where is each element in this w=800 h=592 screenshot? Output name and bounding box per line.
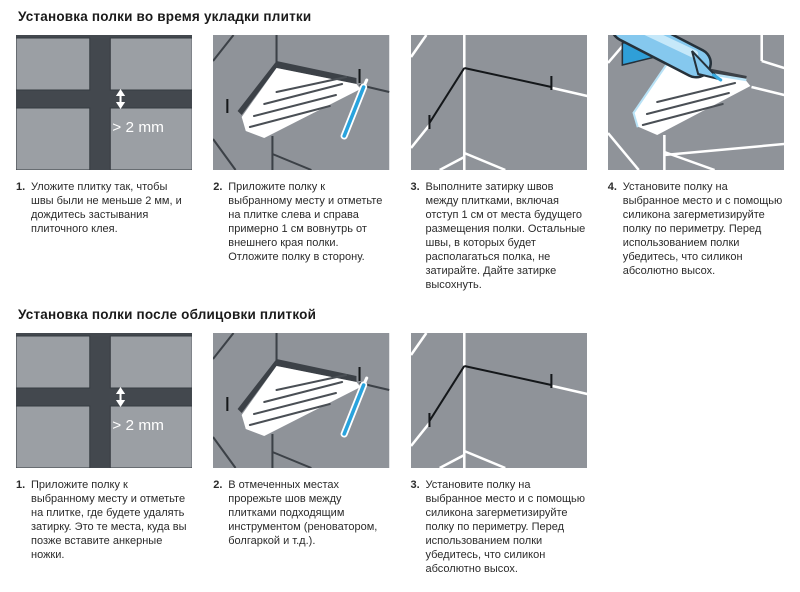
section-during-tiling [16, 9, 784, 292]
step-number: 4. [607, 181, 617, 193]
step-caption [608, 180, 784, 278]
step [16, 333, 192, 576]
step [608, 35, 784, 292]
silicone-sealing-illustration [608, 35, 784, 170]
silicone-sealing-figure [608, 35, 784, 170]
step-number: 1. [16, 479, 26, 491]
tile-joint-gap-figure [16, 35, 192, 170]
grout-seams-illustration [411, 35, 587, 170]
step-text: Установите полку на выбранное место и с помощью силикона загерметизируйте полку по периметру. Перед использованием полки убедитесь, что силикон абсолютно высох. [425, 479, 586, 575]
grout-seams-figure [411, 333, 587, 468]
step-text: Приложите полку к выбранному месту и отметьте на плитке слева и справа примерно 1 см вовнутрь от внешнего края полки. Отложите полку в сторону. [228, 181, 383, 263]
step [16, 35, 192, 292]
step-caption [16, 478, 192, 562]
step-caption [213, 478, 389, 548]
steps-row [16, 333, 784, 576]
step-number: 2. [213, 479, 223, 491]
step-text: Уложите плитку так, чтобы швы были не меньше 2 мм, и дождитесь застывания плиточного клея. [31, 181, 182, 235]
step-number: 3. [410, 181, 420, 193]
step-number: 3. [410, 479, 420, 491]
step [213, 333, 389, 576]
grout-seams-illustration [411, 333, 587, 468]
gap-dimension-label: > 2 mm [112, 417, 164, 434]
step-caption [213, 180, 389, 264]
step-text: Установите полку на выбранное место и с помощью силикона загерметизируйте полку по периметру. Перед использованием полки убедитесь, что силикон абсолютно высох. [622, 181, 783, 277]
shelf-marking-figure [213, 35, 389, 170]
step-text: Выполните затирку швов между плитками, включая отступ 1 см от места будущего размещения полки. Остальные швы, в которых будет располагаться полка, не затирайте. Дайте затирке высохнуть. [425, 181, 586, 291]
step-caption [411, 180, 587, 292]
tile-joint-gap-figure [16, 333, 192, 468]
section-title: Установка полки после облицовки плиткой [18, 307, 317, 322]
section-title: Установка полки во время укладки плитки [18, 9, 312, 24]
shelf-marking-illustration [213, 35, 389, 170]
gap-dimension-label: > 2 mm [112, 119, 164, 136]
step [213, 35, 389, 292]
step-caption [411, 478, 587, 576]
step-caption [16, 180, 192, 236]
step [411, 333, 587, 576]
step-text: В отмеченных местах прорежьте шов между плитками подходящим инструментом (реноватором, болгаркой и т.д.). [228, 479, 378, 547]
step-number: 2. [213, 181, 223, 193]
step [411, 35, 587, 292]
step-text: Приложите полку к выбранному месту и отметьте на плитке, где будете удалять затирку. Это те места, куда вы позже вставите анкерные ножки. [31, 479, 187, 561]
shelf-marking-illustration [213, 333, 389, 468]
tile-joint-gap-illustration [16, 35, 192, 170]
step-number: 1. [16, 181, 26, 193]
shelf-marking-figure [213, 333, 389, 468]
grout-seams-figure [411, 35, 587, 170]
empty-step-slot [608, 333, 784, 576]
tile-joint-gap-illustration [16, 333, 192, 468]
steps-row [16, 35, 784, 292]
section-after-tiling [16, 307, 784, 576]
